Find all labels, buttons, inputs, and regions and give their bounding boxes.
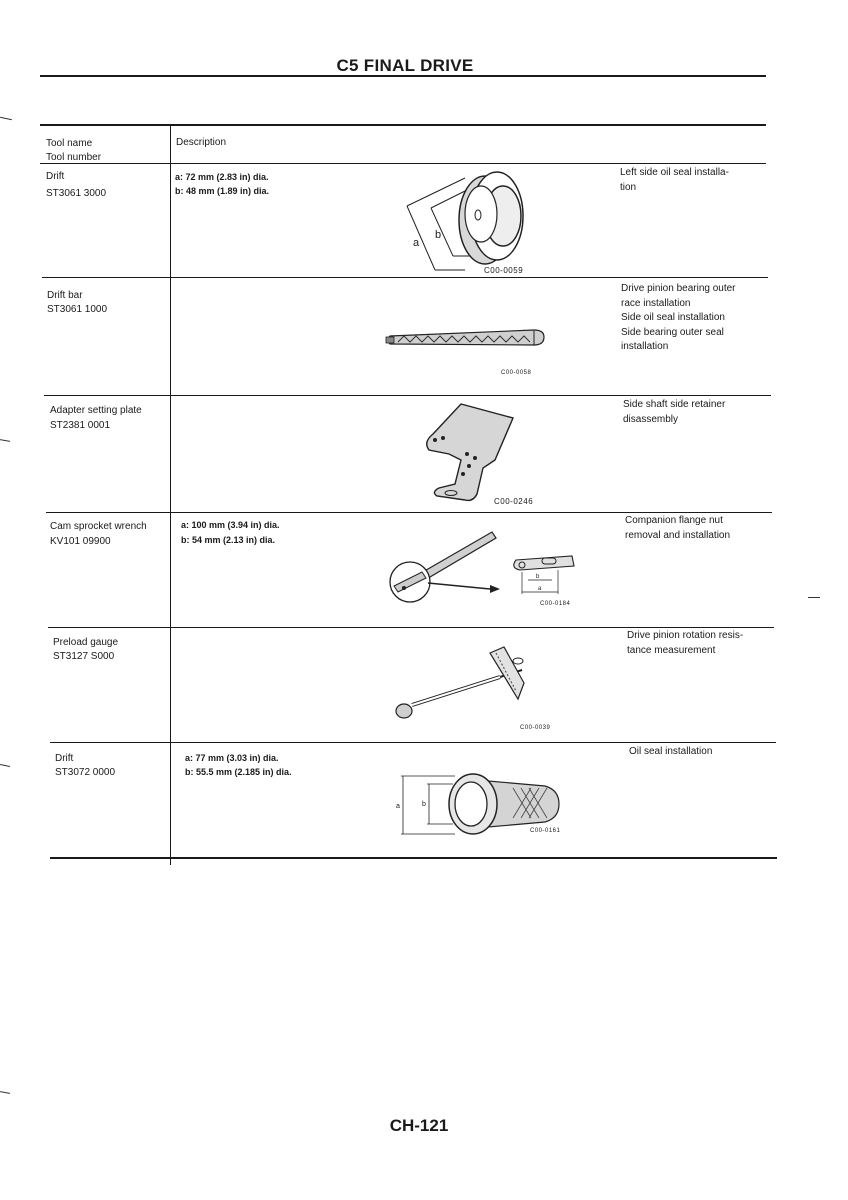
- figure-label-a: a: [538, 586, 542, 592]
- figure-label-a: a: [396, 803, 400, 810]
- drift-bar-illustration: [384, 325, 549, 355]
- use-line: disassembly: [623, 413, 679, 425]
- figure-code: C00-0058: [501, 370, 532, 376]
- spec-b: b: 55.5 mm (2.185 in) dia.: [185, 767, 292, 777]
- use-line: tion: [620, 181, 637, 193]
- figure-code: C00-0059: [484, 266, 524, 275]
- tool-name: Preload gauge: [53, 637, 119, 648]
- margin-mark: [0, 1091, 10, 1094]
- use-line: race installation: [621, 297, 691, 309]
- tool-number: KV101 09900: [50, 536, 111, 547]
- title-rule: [40, 75, 766, 77]
- use-line: Drive pinion rotation resis-: [627, 630, 744, 641]
- row-separator: [46, 512, 772, 513]
- tool-number: ST2381 0001: [50, 420, 111, 431]
- spec-a: a: 100 mm (3.94 in) dia.: [181, 520, 280, 530]
- margin-mark: [808, 597, 820, 598]
- header-tool-name: Tool name: [46, 138, 93, 149]
- tool-use: [620, 166, 770, 195]
- drift-disc-illustration: [395, 168, 535, 278]
- tool-number: ST3061 3000: [46, 188, 107, 199]
- use-line: Side bearing outer seal: [621, 326, 724, 338]
- figure-label-b: b: [536, 574, 540, 580]
- tool-name: Drift: [55, 753, 74, 764]
- tool-use: [621, 282, 771, 355]
- adapter-plate-illustration: [415, 402, 525, 507]
- tool-name: Drift bar: [47, 290, 83, 301]
- use-line: Oil seal installation: [629, 746, 713, 757]
- row-separator: [50, 742, 776, 743]
- figure-label-b: b: [422, 801, 426, 808]
- table-top-rule: [40, 124, 766, 126]
- use-line: installation: [621, 341, 669, 352]
- use-line: removal and installation: [625, 529, 731, 541]
- page-number: CH-121: [389, 1116, 449, 1135]
- figure-code: C00-0184: [540, 601, 571, 607]
- tool-number: ST3072 0000: [55, 767, 116, 778]
- use-line: Side shaft side retainer: [623, 399, 726, 410]
- figure-label-b: b: [435, 229, 442, 241]
- tool-name: Adapter setting plate: [50, 405, 142, 416]
- figure-code: C00-0039: [520, 725, 551, 731]
- table-bottom-rule: [50, 857, 777, 859]
- use-line: Drive pinion bearing outer: [621, 283, 736, 294]
- table-column-divider: [170, 125, 171, 865]
- spec-b: b: 48 mm (1.89 in) dia.: [175, 186, 270, 196]
- margin-mark: [0, 439, 10, 442]
- use-line: Left side oil seal installa-: [620, 167, 729, 178]
- page-title: C5 FINAL DRIVE: [336, 56, 474, 75]
- spec-a: a: 72 mm (2.83 in) dia.: [175, 172, 269, 182]
- tool-use: [625, 514, 775, 543]
- figure-code: C00-0246: [494, 497, 534, 506]
- tool-use: [623, 398, 773, 427]
- figure-label-a: a: [413, 237, 420, 249]
- tool-name: Cam sprocket wrench: [50, 521, 147, 532]
- header-bottom-rule: [40, 163, 766, 164]
- use-line: Side oil seal installation: [621, 312, 725, 323]
- tool-name: Drift: [46, 171, 65, 182]
- tool-number: ST3127 S000: [53, 651, 115, 662]
- header-tool-number: Tool number: [46, 152, 102, 163]
- tool-number: ST3061 1000: [47, 304, 108, 315]
- header-description: Description: [176, 137, 227, 148]
- margin-mark: [0, 117, 12, 120]
- sprocket-wrench-illustration: [382, 528, 577, 610]
- tool-use: [629, 745, 779, 760]
- preload-gauge-illustration: [392, 643, 538, 725]
- figure-code: C00-0161: [530, 828, 561, 834]
- use-line: tance measurement: [627, 644, 716, 656]
- row-separator: [48, 627, 774, 628]
- spec-b: b: 54 mm (2.13 in) dia.: [181, 535, 276, 545]
- spec-a: a: 77 mm (3.03 in) dia.: [185, 753, 279, 763]
- use-line: Companion flange nut: [625, 515, 723, 526]
- margin-mark: [0, 764, 10, 767]
- tool-use: [627, 629, 777, 658]
- row-separator: [44, 395, 771, 396]
